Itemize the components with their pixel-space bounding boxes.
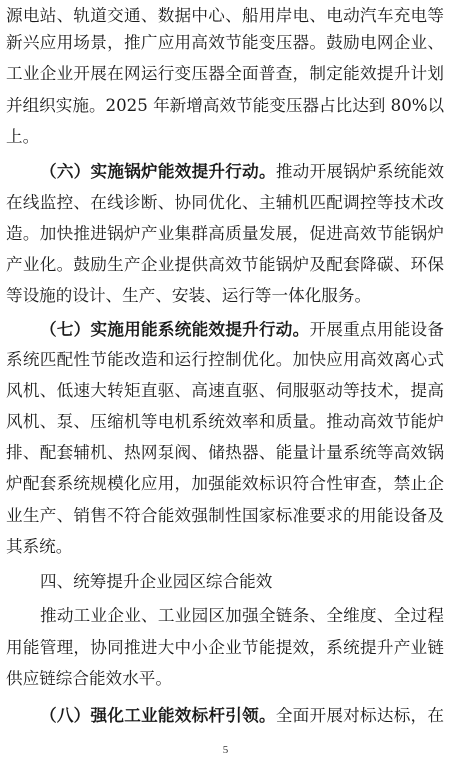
text-line	[6, 253, 444, 277]
text-line	[40, 317, 444, 341]
section-heading	[40, 570, 444, 594]
subsection-title: （七）实施用能系统能效提升行动。	[40, 319, 310, 339]
text-line	[6, 504, 444, 528]
line-text: 推动工业企业、工业园区加强全链条、全维度、全过程	[40, 606, 444, 625]
text-line	[6, 222, 444, 246]
line-text: 等设施的设计、生产、安装、运行等一体化服务。	[6, 286, 372, 305]
line-text: 上。	[6, 127, 40, 146]
text-line	[40, 159, 444, 183]
line-text: 造。加快推进锅炉产业集群高质量发展，促进高效节能锅炉	[6, 224, 444, 243]
text-line	[6, 379, 444, 403]
text-line	[6, 125, 444, 149]
line-text: 风机、泵、压缩机等电机系统效率和质量。推动高效节能炉	[6, 412, 444, 431]
line-text: 排、配套辅机、热网泵阀、储热器、能量计量系统等高效锅	[6, 443, 444, 462]
line-text: 风机、低速大转矩直驱、高速直驱、伺服驱动等技术，提高	[6, 381, 444, 400]
line-text: 在线监控、在线诊断、协同优化、主辅机匹配调控等技术改	[6, 193, 444, 212]
line-text: 业生产、销售不符合能效强制性国家标准要求的用能设备及	[6, 506, 444, 525]
line-text: 并组织实施。2025 年新增高效节能变压器占比达到 80%以	[6, 96, 445, 115]
text-line	[6, 4, 444, 28]
subsection-title: （八）强化工业能效标杆引领。	[40, 705, 276, 725]
text-line	[6, 636, 444, 660]
subsection-title: （六）实施锅炉能效提升行动。	[40, 161, 276, 181]
line-text: 开展重点用能设备	[309, 320, 444, 339]
page-number: 5	[222, 744, 229, 756]
text-line	[6, 191, 444, 215]
text-line	[6, 535, 444, 559]
text-line	[40, 703, 444, 727]
text-line	[6, 348, 444, 372]
line-text: 炉配套系统规模化应用，加强能效标识符合性审查，禁止企	[6, 474, 444, 493]
line-text: 供应链综合能效水平。	[6, 669, 172, 688]
line-text: 新兴应用场景，推广应用高效节能变压器。鼓励电网企业、	[6, 33, 444, 52]
line-text: 系统匹配性节能改造和运行控制优化。加快应用高效离心式	[6, 350, 444, 369]
text-line	[6, 472, 444, 496]
line-text: 用能管理，协同推进大中小企业节能提效，系统提升产业链	[6, 638, 444, 657]
line-text: 其系统。	[6, 537, 73, 556]
text-line	[6, 31, 444, 55]
line-text: 源电站、轨道交通、数据中心、船用岸电、电动汽车充电等	[6, 6, 444, 25]
line-text: 四、统筹提升企业园区综合能效	[40, 572, 273, 591]
line-text: 工业企业开展在网运行变压器全面普查，制定能效提升计划	[6, 64, 444, 83]
text-line	[40, 604, 444, 628]
line-text: 推动开展锅炉系统能效	[275, 162, 444, 181]
text-line	[6, 62, 444, 86]
line-text: 产业化。鼓励生产企业提供高效节能锅炉及配套降碳、环保	[6, 255, 444, 274]
text-line	[6, 667, 444, 691]
line-text: 全面开展对标达标，在	[275, 706, 444, 725]
text-line	[6, 94, 444, 118]
text-line	[6, 284, 444, 308]
text-line	[6, 410, 444, 434]
text-line	[6, 441, 444, 465]
